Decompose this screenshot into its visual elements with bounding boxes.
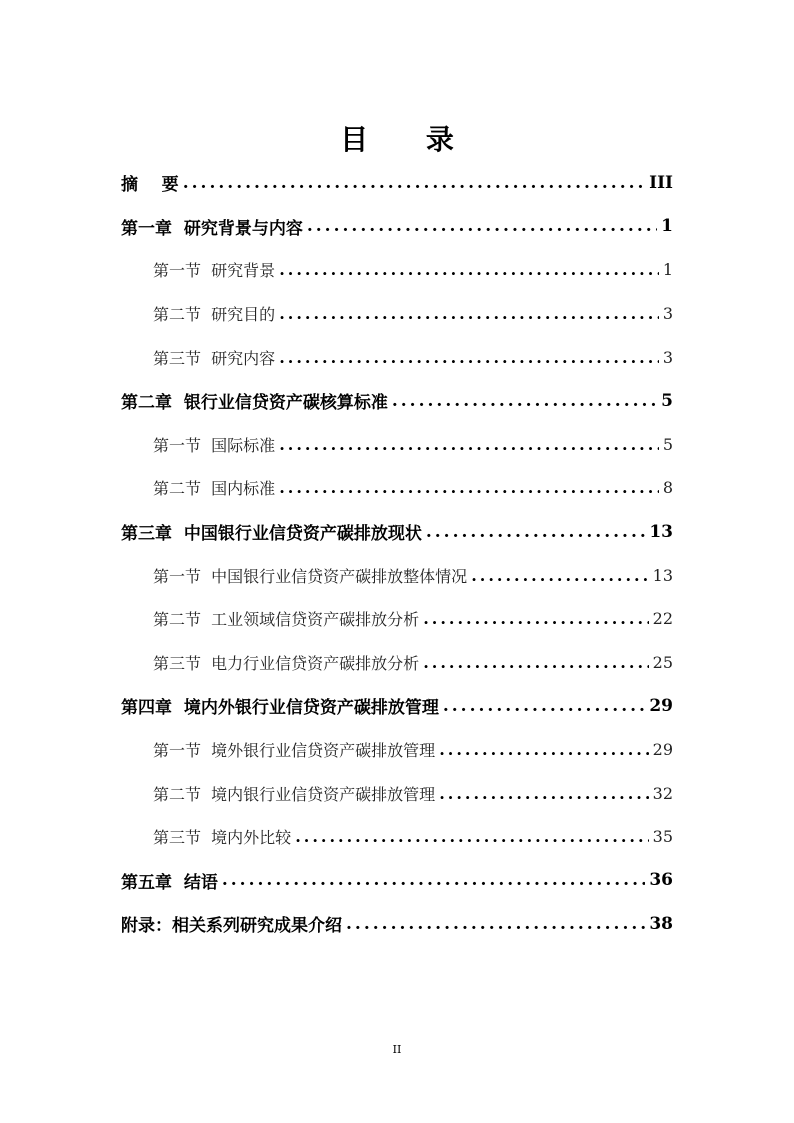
toc-leader-dots	[423, 653, 648, 672]
toc-entry-section[interactable]	[121, 335, 673, 379]
toc-entry-label: 第三节 研究内容	[153, 348, 276, 368]
toc-entry-page: 3	[662, 304, 673, 324]
toc-entry-page: 22	[652, 609, 673, 629]
toc-entry-section[interactable]	[121, 597, 673, 641]
page-number: II	[392, 1043, 402, 1056]
toc-entry-page: 13	[652, 565, 673, 585]
toc-entry-page: 36	[649, 870, 673, 891]
toc-entry-label: 第二节 研究目的	[153, 305, 276, 325]
toc-entry-label: 第二章 银行业信贷资产碳核算标准	[121, 393, 388, 414]
toc-entry-label: 第二节 境内银行业信贷资产碳排放管理	[153, 784, 436, 804]
toc-entry-label: 第三节 电力行业信贷资产碳排放分析	[153, 653, 420, 673]
toc-entry-page: 5	[661, 390, 673, 411]
toc-entry-page: 29	[652, 740, 673, 760]
toc-entry-section[interactable]	[121, 553, 673, 597]
toc-leader-dots	[392, 391, 657, 411]
toc-entry-chapter-4[interactable]	[121, 684, 673, 728]
toc-entry-page: 25	[652, 652, 673, 672]
toc-entry-label: 第一章 研究背景与内容	[121, 218, 303, 239]
toc-entry-page: 8	[662, 478, 673, 498]
toc-leader-dots	[346, 914, 645, 934]
toc-entry-label: 第三节 境内外比较	[153, 828, 292, 848]
toc-entry-label: 第二节 工业领域信贷资产碳排放分析	[153, 610, 420, 630]
toc-entry-section[interactable]	[121, 423, 673, 467]
toc-entry-chapter-1[interactable]	[121, 205, 673, 249]
toc-entry-page: 5	[662, 434, 673, 454]
toc-leader-dots	[279, 435, 659, 454]
toc-entry-section[interactable]	[121, 815, 673, 859]
toc-entry-chapter-3[interactable]	[121, 510, 673, 554]
toc-leader-dots	[426, 522, 645, 542]
toc-entry-chapter-5[interactable]	[121, 859, 673, 903]
toc-entry-label: 附录：相关系列研究成果介绍	[121, 916, 342, 937]
toc-entry-section[interactable]	[121, 292, 673, 336]
toc-leader-dots	[471, 566, 648, 585]
toc-leader-dots	[439, 740, 648, 759]
toc-entry-page: 1	[662, 260, 673, 280]
toc-entry-section[interactable]	[121, 641, 673, 685]
toc-leader-dots	[279, 348, 659, 367]
toc-entry-page: 35	[652, 827, 673, 847]
toc-entry-page: III	[649, 172, 673, 193]
toc-leader-dots	[279, 260, 659, 279]
toc-entry-section[interactable]	[121, 248, 673, 292]
toc-leader-dots	[295, 827, 648, 846]
page-title: 目 录	[340, 123, 478, 156]
toc-entry-label: 第三章 中国银行业信贷资产碳排放现状	[121, 524, 422, 545]
toc-entry-label: 第五章 结语	[121, 872, 218, 893]
toc-entry-chapter-2[interactable]	[121, 379, 673, 423]
toc-entry-label: 第四章 境内外银行业信贷资产碳排放管理	[121, 698, 439, 719]
toc-leader-dots	[443, 696, 645, 716]
table-of-contents	[121, 161, 673, 946]
toc-entry-section[interactable]	[121, 771, 673, 815]
toc-leader-dots	[222, 870, 645, 890]
toc-leader-dots	[439, 784, 648, 803]
toc-entry-section[interactable]	[121, 728, 673, 772]
toc-leader-dots	[307, 216, 657, 236]
toc-entry-section[interactable]	[121, 466, 673, 510]
toc-entry-label: 第一节 国际标准	[153, 435, 276, 455]
toc-entry-label: 第一节 境外银行业信贷资产碳排放管理	[153, 741, 436, 761]
toc-entry-page: 32	[652, 783, 673, 803]
toc-entry-label: 第一节 中国银行业信贷资产碳排放整体情况	[153, 566, 468, 586]
toc-entry-label: 第二节 国内标准	[153, 479, 276, 499]
toc-entry-page: 3	[662, 347, 673, 367]
toc-entry-page: 1	[661, 216, 673, 237]
toc-leader-dots	[183, 173, 645, 193]
toc-entry-label: 摘 要	[121, 175, 179, 196]
toc-entry-abstract[interactable]	[121, 161, 673, 205]
toc-leader-dots	[279, 478, 659, 497]
toc-leader-dots	[423, 609, 648, 628]
toc-leader-dots	[279, 304, 659, 323]
toc-entry-page: 29	[649, 695, 673, 716]
toc-entry-page: 13	[649, 521, 673, 542]
toc-entry-page: 38	[649, 913, 673, 934]
toc-entry-appendix[interactable]	[121, 902, 673, 946]
toc-entry-label: 第一节 研究背景	[153, 261, 276, 281]
